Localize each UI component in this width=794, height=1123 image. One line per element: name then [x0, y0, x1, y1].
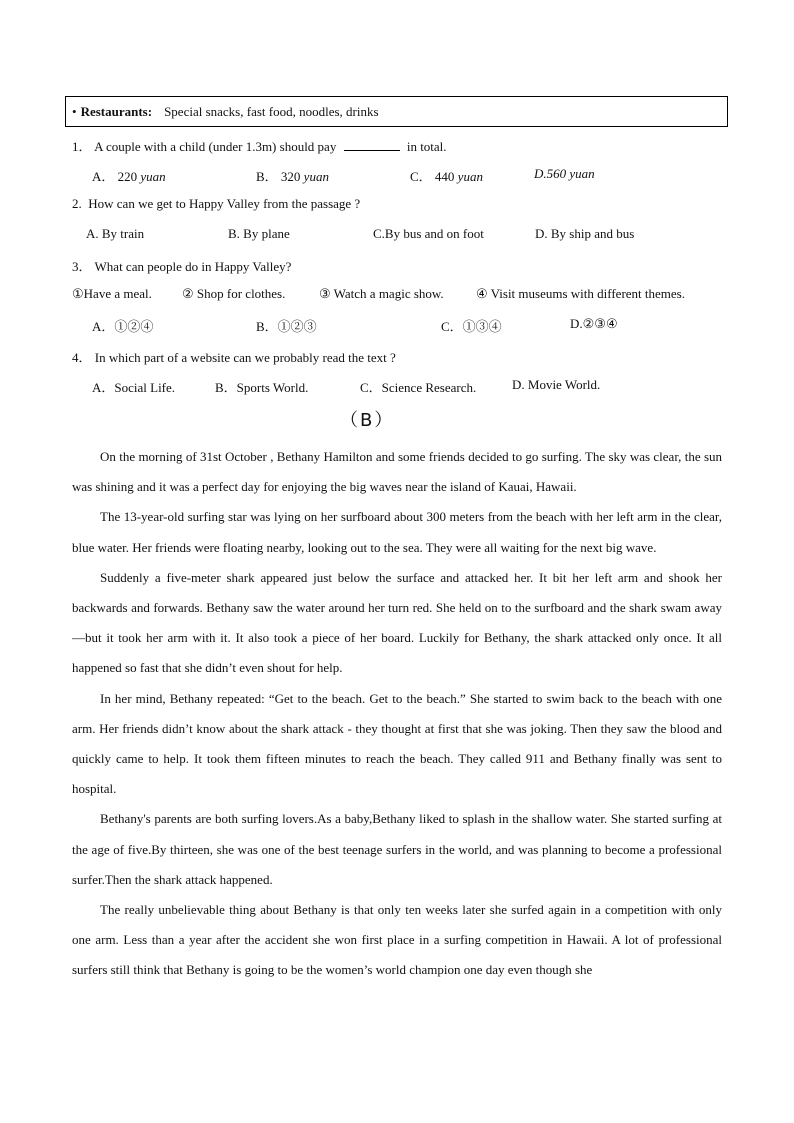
question-number: 1．: [72, 139, 92, 154]
question-text: What can people do in Happy Valley?: [94, 259, 292, 274]
question-number: 3．: [72, 259, 92, 274]
question-text-after: in total.: [406, 139, 447, 154]
answer-blank: [344, 138, 400, 151]
q3-item-2: ② Shop for clothes.: [182, 286, 286, 301]
question-number: 4．: [72, 350, 92, 365]
q4-option-d[interactable]: D. Movie World.: [512, 377, 601, 392]
restaurants-box: [65, 96, 728, 127]
q3-item-3: ③ Watch a magic show.: [319, 286, 444, 301]
section-title: （B）: [340, 410, 395, 431]
restaurants-text: Special snacks, fast food, noodles, drinks: [164, 103, 379, 119]
reading-passage: [72, 442, 722, 986]
question-2: [72, 196, 360, 212]
question-text: In which part of a website can we probably read the text ?: [94, 350, 396, 365]
q1-option-b[interactable]: B． 320 yuan: [256, 169, 329, 184]
question-1: [72, 136, 447, 155]
passage-paragraph: The really unbelievable thing about Bethany is that only ten weeks later she surfed again in a competition with only one arm. Less than a year after the accident she won first place in a surfing competition in Hawaii. A lot of professional surfers still think that Bethany is going to be the women’s world champion one day even though she: [72, 902, 722, 978]
passage-paragraph: In her mind, Bethany repeated: “Get to the beach. Get to the beach.” She started to swim back to the beach with one arm. Her friends didn’t know about the shark attack - they thought at first that she was joking. Then they saw the blood and quickly came to help. It took them fifteen minutes to reach the beach. They called 911 and Bethany finally was sent to hospital.: [72, 690, 722, 797]
question-3: [72, 256, 291, 275]
passage-paragraph: Suddenly a five-meter shark appeared just below the surface and attacked her. It bit her left arm and shook her backwards and forwards. Bethany saw the water around her turn red. She held on to the surfboard and the shark swam away—but it took her arm with it. It also took a piece of her board. Luckily for Bethany, the shark attacked only once. It all happened so fast that she didn’t even shout for help.: [72, 569, 722, 676]
bullet-marker: •: [72, 103, 77, 119]
restaurants-label: Restaurants:: [80, 103, 153, 119]
q1-option-a[interactable]: A． 220 yuan: [92, 169, 166, 184]
question-number: 2.: [72, 196, 82, 211]
q1-option-c[interactable]: C． 440 yuan: [410, 169, 483, 184]
q2-option-d[interactable]: D. By ship and bus: [535, 226, 635, 241]
passage-paragraph: On the morning of 31st October , Bethany Hamilton and some friends decided to go surfing. The sky was clear, the sun was shining and it was a perfect day for enjoying the big waves near the island of Kauai, Hawaii.: [72, 449, 722, 495]
question-4: [72, 347, 396, 366]
question-text: How can we get to Happy Valley from the passage ?: [88, 196, 361, 211]
q3-option-b[interactable]: B．①②③: [256, 319, 317, 334]
q2-option-b[interactable]: B. By plane: [228, 226, 290, 241]
passage-paragraph: The 13-year-old surfing star was lying on her surfboard about 300 meters from the beach with her left arm in the clear, blue water. Her friends were floating nearby, looking out to the sea. They were all waiting for the next big wave.: [72, 509, 722, 555]
q3-option-a[interactable]: A．①②④: [92, 319, 154, 334]
q4-option-c[interactable]: C．Science Research.: [360, 380, 477, 395]
passage-paragraph: Bethany's parents are both surfing lovers.As a baby,Bethany liked to splash in the shallow water. She started surfing at the age of five.By thirteen, she was one of the best teenage surfers in the world, and was planning to become a professional surfer.Then the shark attack happened.: [72, 811, 722, 887]
q3-option-c[interactable]: C．①③④: [441, 319, 502, 334]
q3-item-1: ①Have a meal.: [72, 286, 152, 301]
q4-option-a[interactable]: A．Social Life.: [92, 380, 176, 395]
q2-option-a[interactable]: A. By train: [86, 226, 145, 241]
question-text: A couple with a child (under 1.3m) should pay: [94, 139, 337, 154]
q3-option-d[interactable]: D.②③④: [570, 316, 618, 331]
q3-item-4: ④ Visit museums with different themes.: [476, 286, 685, 301]
q2-option-c[interactable]: C.By bus and on foot: [373, 226, 484, 241]
q4-option-b[interactable]: B．Sports World.: [215, 380, 309, 395]
q1-option-d[interactable]: D.560 yuan: [534, 166, 595, 181]
